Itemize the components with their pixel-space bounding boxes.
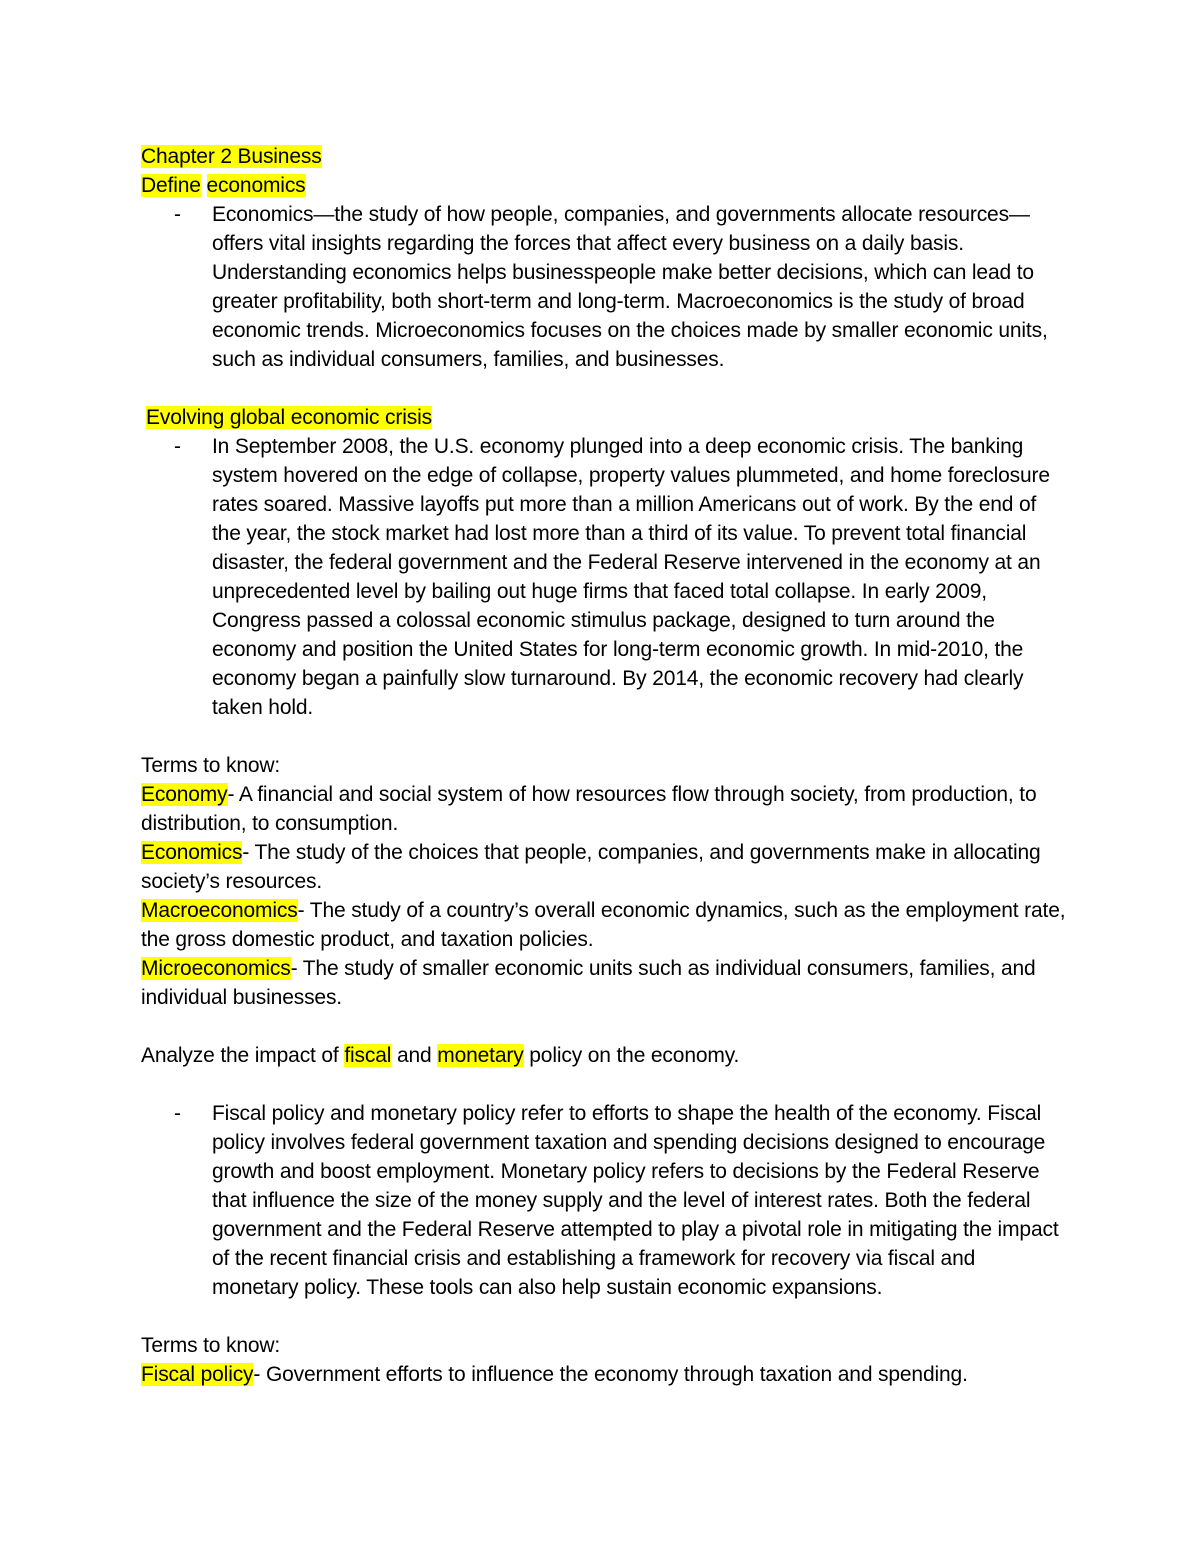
section-heading-crisis: Evolving global economic crisis: [146, 406, 432, 429]
section-heading-define-economics: [141, 171, 1066, 200]
term-definition: - Government efforts to influence the economy through taxation and spending.: [253, 1363, 968, 1386]
bullet-dash: -: [174, 1102, 181, 1125]
term-name: Macroeconomics: [141, 899, 298, 922]
terms-heading: Terms to know:: [141, 754, 281, 777]
highlight-monetary: monetary: [437, 1044, 524, 1067]
term-definition: - A financial and social system of how resources flow through society, from production, to distribution, to consumption.: [141, 783, 1037, 835]
bullet-text: Fiscal policy and monetary policy refer to efforts to shape the health of the economy. Fiscal policy involves federal government taxation and spending decisions designed to encourage growth and boost employment. Monetary policy refers to decisions by the Federal Reserve that influence the size of the money supply and the level of interest rates. Both the federal government and the Federal Reserve attempted to play a pivotal role in mitigating the impact of the recent financial crisis and establishing a framework for recovery via fiscal and monetary policy. These tools can also help sustain economic expansions.: [212, 1102, 1059, 1299]
section-heading-policy: Analyze the impact of fiscal and monetary policy on the economy.: [141, 1044, 740, 1067]
term-name: Fiscal policy: [141, 1363, 254, 1386]
term-entry: [141, 896, 1066, 954]
term-definition: - The study of smaller economic units such as individual consumers, families, and individual businesses.: [141, 957, 1036, 1009]
term-name: Economy: [141, 783, 228, 806]
term-entry: [141, 1360, 1066, 1389]
terms-heading: Terms to know:: [141, 1334, 281, 1357]
term-entry: [141, 780, 1066, 838]
heading-highlight: economics: [206, 174, 306, 197]
bullet-economics-definition: [141, 200, 1066, 374]
bullet-text: Economics—the study of how people, companies, and governments allocate resources—offers vital insights regarding the forces that affect every business on a daily basis. Understanding economics helps businesspeople make better decisions, which can lead to greater profitability, both short-term and long-term. Macroeconomics is the study of broad economic trends. Microeconomics focuses on the choices made by smaller economic units, such as individual consumers, families, and businesses.: [212, 203, 1048, 371]
term-definition: - The study of a country’s overall economic dynamics, such as the employment rate, the gross domestic product, and taxation policies.: [141, 899, 1066, 951]
term-entry: [141, 838, 1066, 896]
term-definition: - The study of the choices that people, companies, and governments make in allocating society’s resources.: [141, 841, 1041, 893]
term-name: Microeconomics: [141, 957, 291, 980]
chapter-title: Chapter 2 Business: [141, 145, 322, 168]
term-name: Economics: [141, 841, 243, 864]
bullet-dash: -: [174, 203, 181, 226]
bullet-policy: [141, 1099, 1066, 1302]
document-body: [141, 142, 1066, 1389]
bullet-dash: -: [174, 435, 181, 458]
highlight-fiscal: fiscal: [344, 1044, 392, 1067]
heading-prefix: Define: [141, 174, 201, 197]
term-entry: [141, 954, 1066, 1012]
bullet-text: In September 2008, the U.S. economy plunged into a deep economic crisis. The banking system hovered on the edge of collapse, property values plummeted, and home foreclosure rates soared. Massive layoffs put more than a million Americans out of work. By the end of the year, the stock market had lost more than a third of its value. To prevent total financial disaster, the federal government and the Federal Reserve intervened in the economy at an unprecedented level by bailing out huge firms that faced total collapse. In early 2009, Congress passed a colossal economic stimulus package, designed to turn around the economy and position the United States for long-term economic growth. In mid-2010, the economy began a painfully slow turnaround. By 2014, the economic recovery had clearly taken hold.: [212, 435, 1050, 719]
bullet-crisis: [141, 432, 1066, 722]
